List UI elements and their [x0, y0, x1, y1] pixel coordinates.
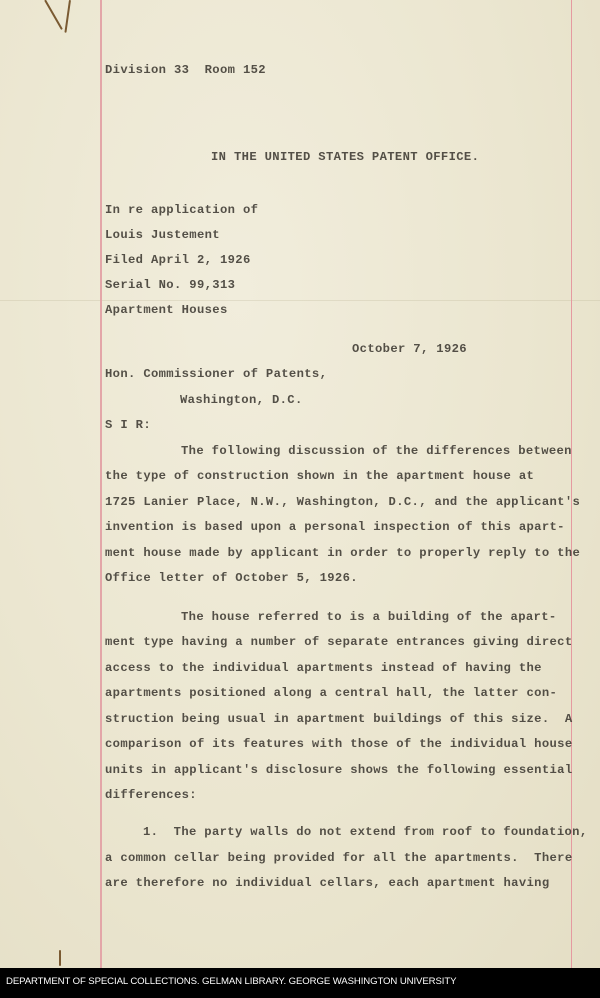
paragraph-2-line: apartments positioned along a central hall, the latter con- — [105, 686, 558, 700]
paragraph-1-line: invention is based upon a personal inspection of this apart- — [105, 520, 565, 534]
left-margin-line — [100, 0, 102, 968]
footer-credit: DEPARTMENT OF SPECIAL COLLECTIONS. GELMAN LIBRARY. GEORGE WASHINGTON UNIVERSITY — [6, 976, 457, 987]
paragraph-2-line: comparison of its features with those of the individual house — [105, 737, 573, 751]
addressee-line-2: Washington, D.C. — [180, 393, 303, 407]
paragraph-2-line: ment type having a number of separate entrances giving direct — [105, 635, 573, 649]
paragraph-2-line: The house referred to is a building of the apart- — [181, 610, 557, 624]
footer-bar — [0, 968, 600, 998]
pencil-mark — [44, 0, 63, 30]
paragraph-2-line: struction being usual in apartment buildings of this size. A — [105, 712, 573, 726]
document-title: IN THE UNITED STATES PATENT OFFICE. — [211, 150, 480, 164]
serial-number: Serial No. 99,313 — [105, 278, 236, 292]
addressee-line-1: Hon. Commissioner of Patents, — [105, 367, 328, 381]
paragraph-1-line: the type of construction shown in the apartment house at — [105, 469, 535, 483]
paragraph-2-line: units in applicant's disclosure shows the following essential — [105, 763, 573, 777]
paragraph-3-line: a common cellar being provided for all the apartments. There — [105, 851, 573, 865]
salutation: S I R: — [105, 418, 151, 432]
right-margin-line — [571, 0, 572, 968]
paragraph-1-line: The following discussion of the differences between — [181, 444, 572, 458]
paragraph-2-line: differences: — [105, 788, 197, 802]
paragraph-1-line: 1725 Lanier Place, N.W., Washington, D.C., and the applicant's — [105, 495, 581, 509]
division-room-header: Division 33 Room 152 — [105, 63, 266, 77]
paper-fold — [0, 300, 600, 301]
pencil-mark — [64, 0, 71, 33]
paragraph-2-line: access to the individual apartments instead of having the — [105, 661, 542, 675]
application-subject: Apartment Houses — [105, 303, 228, 317]
paragraph-3-line: are therefore no individual cellars, each apartment having — [105, 876, 550, 890]
application-intro: In re application of — [105, 203, 259, 217]
paragraph-1-line: ment house made by applicant in order to properly reply to the — [105, 546, 581, 560]
filed-date: Filed April 2, 1926 — [105, 253, 251, 267]
applicant-name: Louis Justement — [105, 228, 220, 242]
paragraph-1-line: Office letter of October 5, 1926. — [105, 571, 358, 585]
paragraph-3-line: 1. The party walls do not extend from roof to foundation, — [143, 825, 588, 839]
pencil-mark — [59, 950, 61, 966]
letter-date: October 7, 1926 — [352, 342, 467, 356]
